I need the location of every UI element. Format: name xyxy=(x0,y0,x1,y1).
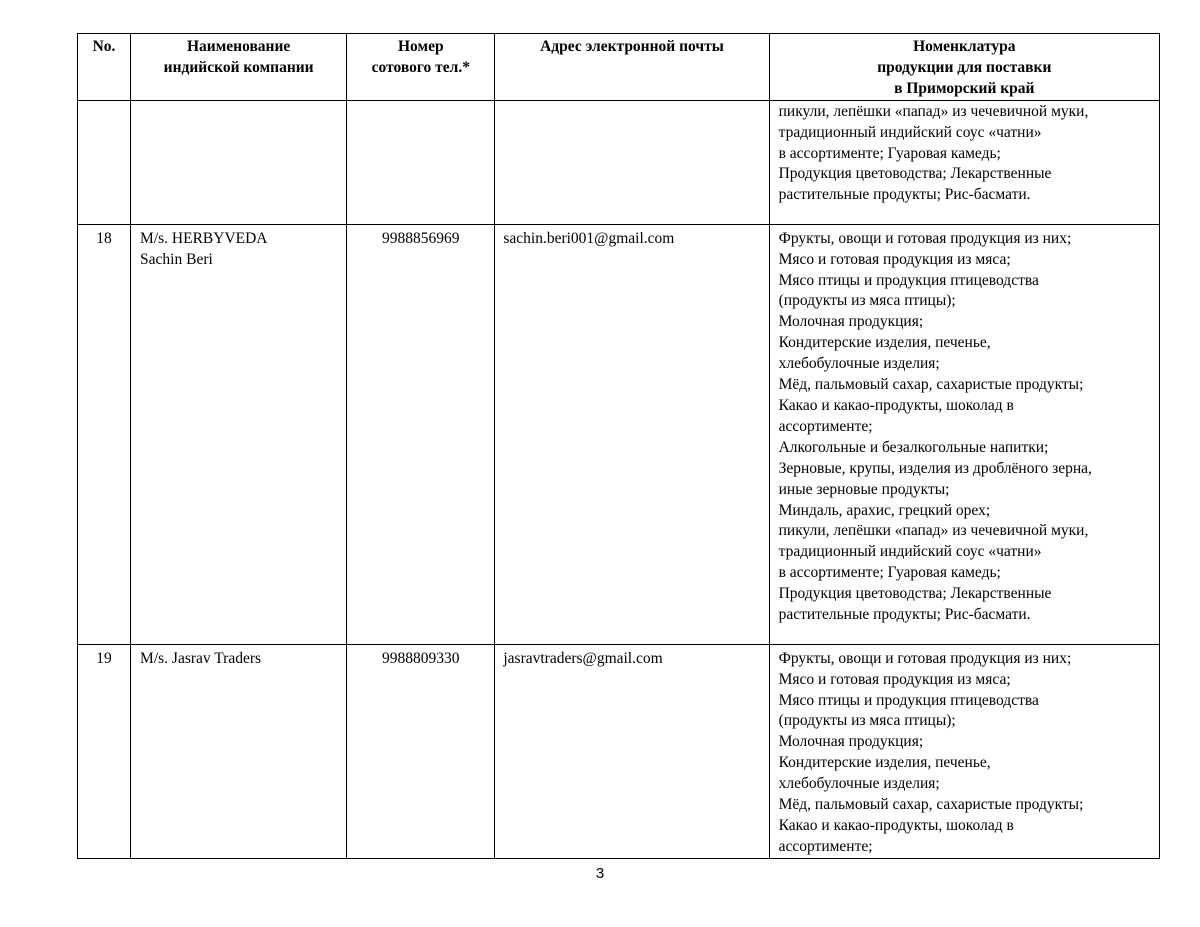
cell-no xyxy=(78,100,131,224)
cell-email xyxy=(495,644,769,858)
table-row xyxy=(78,644,1160,858)
product-line: Миндаль, арахис, грецкий орех; xyxy=(778,501,991,519)
product-line: Мёд, пальмовый сахар, сахаристые продукты; xyxy=(778,796,1084,814)
header-company-name: Наименование индийской компании xyxy=(131,34,347,101)
product-line: (продукты из мяса птицы); xyxy=(778,292,956,310)
product-line: традиционный индийский соус «чатни» xyxy=(778,123,1042,141)
cell-phone xyxy=(347,100,495,224)
cell-company-name: M/s. Jasrav Traders xyxy=(131,644,347,858)
product-line: Какао и какао-продукты, шоколад в xyxy=(778,816,1014,834)
page-number: 3 xyxy=(595,865,605,882)
header-phone: Номер сотового тел.* xyxy=(347,34,495,101)
product-line: Какао и какао-продукты, шоколад в xyxy=(778,396,1014,414)
product-line: Мясо птицы и продукция птицеводства xyxy=(778,271,1039,289)
product-line: хлебобулочные изделия; xyxy=(778,775,940,793)
cell-name xyxy=(131,100,347,224)
product-line: в ассортименте; Гуаровая камедь; xyxy=(778,144,1001,162)
header-no: No. xyxy=(78,34,131,101)
cell-products xyxy=(769,644,1159,858)
product-line: ассортименте; xyxy=(778,417,873,435)
cell-phone: 9988856969 xyxy=(347,224,495,644)
cell-email xyxy=(495,224,769,644)
email-link[interactable]: jasravtraders@gmail.com xyxy=(503,649,663,667)
cell-no: 18 xyxy=(78,224,131,644)
product-line: растительные продукты; Рис-басмати. xyxy=(778,186,1031,204)
header-email: Адрес электронной почты xyxy=(495,34,769,101)
cell-products xyxy=(769,224,1159,644)
product-line: (продукты из мяса птицы); xyxy=(778,712,956,730)
product-line: Кондитерские изделия, печенье, xyxy=(778,754,991,772)
product-line: Фрукты, овощи и готовая продукция из них; xyxy=(778,229,1072,247)
product-line: ассортименте; xyxy=(778,837,873,855)
product-line: пикули, лепёшки «папад» из чечевичной муки, xyxy=(778,102,1089,120)
product-line: пикули, лепёшки «папад» из чечевичной муки, xyxy=(778,522,1089,540)
product-line: Кондитерские изделия, печенье, xyxy=(778,334,991,352)
table-row xyxy=(78,224,1160,644)
cell-products xyxy=(769,100,1159,224)
cell-company-name: M/s. HERBYVEDA Sachin Beri xyxy=(131,224,347,644)
table-row-continuation xyxy=(78,100,1160,224)
header-products: Номенклатура продукции для поставки в Приморский край xyxy=(769,34,1159,101)
product-line: традиционный индийский соус «чатни» xyxy=(778,543,1042,561)
product-line: в ассортименте; Гуаровая камедь; xyxy=(778,564,1001,582)
product-line: Молочная продукция; xyxy=(778,313,924,331)
product-line: растительные продукты; Рис-басмати. xyxy=(778,606,1031,624)
product-line: Алкогольные и безалкогольные напитки; xyxy=(778,438,1049,456)
cell-phone: 9988809330 xyxy=(347,644,495,858)
company-table xyxy=(77,33,1160,859)
cell-no: 19 xyxy=(78,644,131,858)
product-line: Молочная продукция; xyxy=(778,733,924,751)
product-line: хлебобулочные изделия; xyxy=(778,355,940,373)
product-line: Мясо и готовая продукция из мяса; xyxy=(778,670,1011,688)
table-header-row xyxy=(78,34,1160,101)
product-line: Продукция цветоводства; Лекарственные xyxy=(778,165,1052,183)
product-line: Мясо и готовая продукция из мяса; xyxy=(778,250,1011,268)
product-line: Мёд, пальмовый сахар, сахаристые продукты; xyxy=(778,376,1084,394)
product-line: Фрукты, овощи и готовая продукция из них; xyxy=(778,649,1072,667)
product-line: Мясо птицы и продукция птицеводства xyxy=(778,691,1039,709)
cell-email xyxy=(495,100,769,224)
email-link[interactable]: sachin.beri001@gmail.com xyxy=(503,229,675,247)
product-line: Зерновые, крупы, изделия из дроблёного зерна, xyxy=(778,459,1092,477)
product-line: иные зерновые продукты; xyxy=(778,480,950,498)
product-line: Продукция цветоводства; Лекарственные xyxy=(778,585,1052,603)
